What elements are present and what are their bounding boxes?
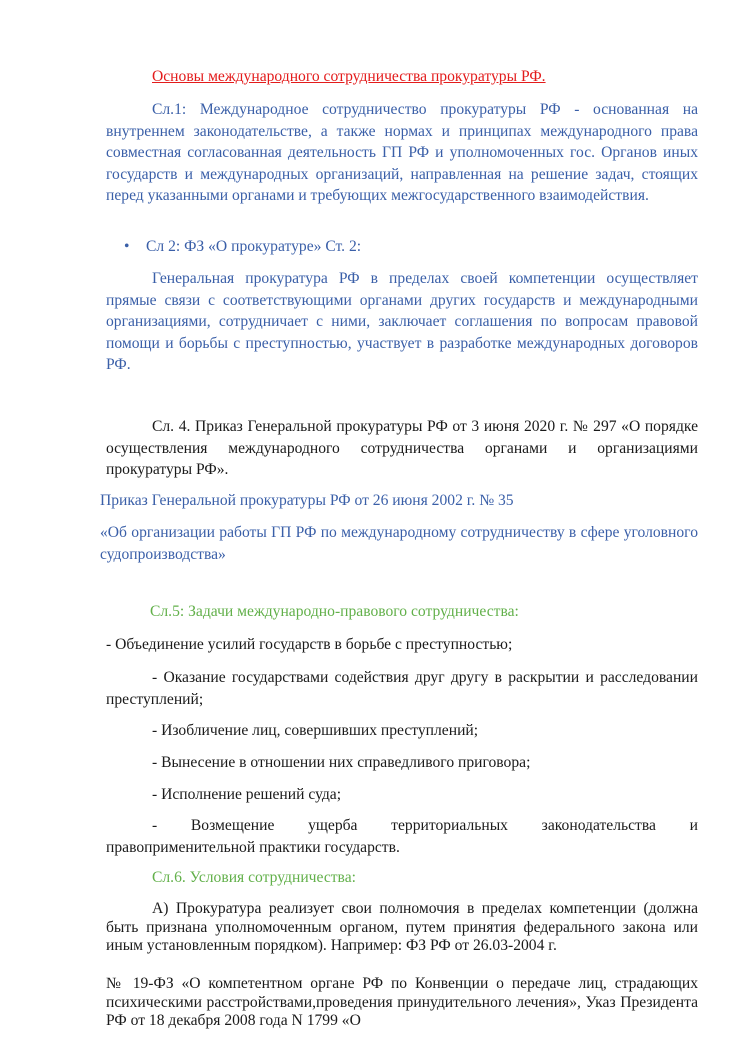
task-4: - Вынесение в отношении них справедливого приговора; [152,754,531,771]
slide2-text: Генеральная прокуратура РФ в пределах своей компетенции осуществляет прямые связи с соответствующими органами других государств и международными организациями, сотрудничает с ними, заключает соглашения по вопросам правовой помощи и борьбы с преступностью, участвует в разработке международных договоров РФ. [106,270,698,373]
slide6-heading: Сл.6. Условия сотрудничества: [152,869,356,886]
slide6-condition-a: А) Прокуратура реализует свои полномочия в пределах компетенции (должна быть признана уполномоченным органом, путем принятия федерального закона или иным установленным порядком). Например: ФЗ РФ от 26.03-2004 г. [106,900,698,954]
slide5-heading: Сл.5: Задачи международно-правового сотрудничества: [150,603,519,620]
task-6: - Возмещение ущерба территориальных законодательства и правоприменительной практики государств. [106,817,698,856]
task-3: - Изобличение лиц, совершивших преступлений; [152,722,479,739]
slide6-condition-a-continued: № 19-ФЗ «О компетентном органе РФ по Конвенции о передаче лиц, страдающих психическими расстройствами,проведения принудительного лечения», Указ Президента РФ от 18 декабря 2008 года N 1799 «О [106,975,698,1029]
task-2: - Оказание государствами содействия друг другу в раскрытии и расследовании преступлений; [106,669,698,708]
document-title: Основы международного сотрудничества прокуратуры РФ. [152,68,546,85]
slide4-order-2020: Сл. 4. Приказ Генеральной прокуратуры РФ от 3 июня 2020 г. № 297 «О порядке осуществления международного сотрудничества органами и организациями прокуратуры РФ». [106,418,698,478]
slide1-definition: Сл.1: Международное сотрудничество прокуратуры РФ - основанная на внутреннем законодательстве, а также нормах и принципах международного права совместная согласованная деятельность ГП РФ и уполномоченных гос. Органов иных государств и международных организаций, направленная на решение задач, стоящих перед указанными органами и требующих межгосударственного взаимодействия. [106,101,698,204]
order-2002-title: «Об организации работы ГП РФ по международному сотрудничеству в сфере уголовного судопроизводства» [100,524,698,563]
slide2-heading: Сл 2: ФЗ «О прокуратуре» Ст. 2: [146,238,362,255]
bullet-marker: • [124,238,130,255]
task-1: - Объединение усилий государств в борьбе с преступностью; [106,636,513,653]
task-5: - Исполнение решений суда; [152,786,342,803]
order-2002: Приказ Генеральной прокуратуры РФ от 26 июня 2002 г. № 35 [100,492,514,509]
